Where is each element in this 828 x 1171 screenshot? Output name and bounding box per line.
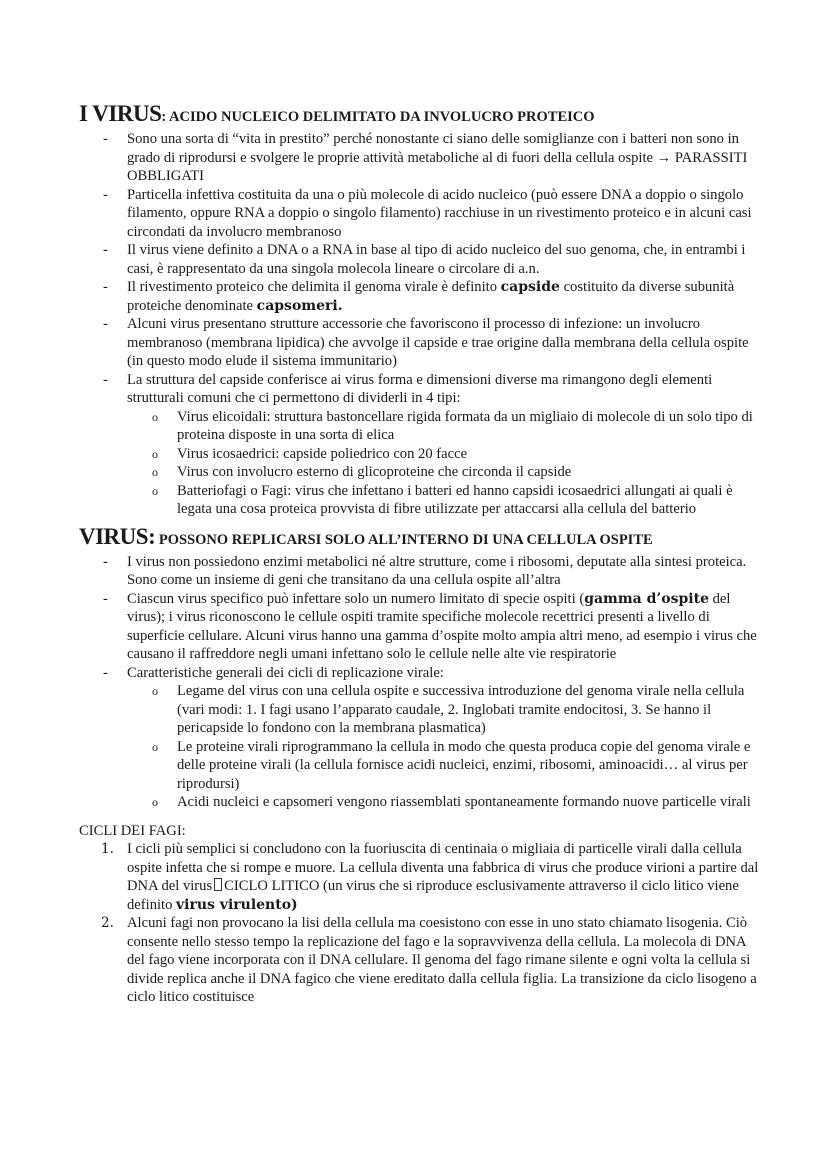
section2-list [79, 553, 759, 812]
circle-bullet-icon: o [152, 684, 158, 698]
virus-types-sublist [79, 408, 759, 519]
list-item [79, 371, 759, 519]
replication-steps-sublist [79, 682, 759, 812]
item-text: La struttura del capside conferisce ai virus forma e dimensioni diverse ma rimangono degli elementi strutturali comuni che ci permettono di dividerli in 4 tipi: [127, 371, 713, 406]
item-text: Sono una sorta di “vita in prestito” perché nonostante ci siano delle somiglianze con i batteri non sono in grado di riprodursi e svolgere le proprie attività metaboliche al di fuori della cellula ospite → PARASSITI OBBLIGATI [127, 131, 748, 184]
subitem-text: Virus icosaedrici: capside poliedrico con 20 facce [177, 445, 468, 462]
item-text: del virus); i virus riconoscono le cellule ospiti tramite specifiche molecole recettrici presenti a livello di superficie cellulare. Alcuni virus hanno una gamma d’ospite molto ampia altri meno, ad esempio i virus che causano il raffreddore negli umani infettano solo le cellule nelle alte vie respiratorie [127, 590, 757, 662]
circle-bullet-icon: o [152, 446, 158, 461]
term-capside: capside [500, 279, 560, 295]
list-number: 1. [101, 841, 114, 857]
title-main: VIRUS: [79, 523, 156, 549]
numbered-item [79, 914, 759, 1007]
subitem-text: Acidi nucleici e capsomeri vengono riassemblati spontaneamente formando nuove particelle virali [177, 794, 751, 810]
subitem-text: Le proteine virali riprogrammano la cellula in modo che questa produca copie del genoma virale e delle proteine virali (la cellula fornisce acidi nucleici, enzimi, ribosomi, aminoacidi… al virus per riprodursi) [177, 738, 751, 792]
subitem-text: Virus con involucro esterno di glicoproteine che circonda il capside [177, 464, 572, 480]
missing-glyph-icon [214, 878, 222, 891]
section1-list [79, 130, 759, 519]
list-item [79, 278, 759, 315]
dash-bullet-icon: - [103, 553, 108, 570]
circle-bullet-icon: o [152, 483, 158, 498]
sublist-item [79, 463, 759, 482]
dash-bullet-icon: - [103, 371, 108, 388]
term-virus-virulento: virus virulento) [176, 896, 298, 913]
item-text: CICLO LITICO (un virus che si riproduce esclusivamente attraverso il ciclo litico viene definito [127, 878, 739, 913]
list-item [79, 315, 759, 371]
circle-bullet-icon: o [152, 739, 158, 754]
sublist-item [79, 482, 759, 519]
sublist-item [79, 408, 759, 445]
section-title-virus-structure [79, 100, 759, 130]
circle-bullet-icon: o [152, 465, 158, 479]
dash-bullet-icon: - [103, 316, 108, 332]
sublist-item [79, 682, 759, 738]
item-text: Il rivestimento proteico che delimita il genoma virale è definito [127, 279, 501, 295]
item-text: I virus non possiedono enzimi metabolici né altre strutture, come i ribosomi, deputate alla sintesi proteica. Sono come un insieme di geni che transitano da una cellula ospite all’altra [127, 553, 747, 588]
circle-bullet-icon: o [152, 409, 158, 424]
item-text: Il virus viene definito a DNA o a RNA in base al tipo di acido nucleico del suo genoma, che, in entrambi i casi, è rappresentato da una singola molecola lineare o circolare di a.n. [127, 242, 746, 277]
dash-bullet-icon: - [103, 664, 108, 681]
item-text: Alcuni fagi non provocano la lisi della cellula ma coesistono con esse in uno stato chiamato lisogenia. Ciò consente nello stesso tempo la replicazione del fago e la sopravvivenza della cellula. La molecola di DNA del fago viene incorporata con il DNA cellulare. Il genoma del fago rimane silente e ogni volta la cellula si divide replica anche il DNA fagico che viene ereditato dalla cellula figlia. La transizione da ciclo lisogeno a ciclo litico costituisce [127, 915, 757, 1005]
title-sub: POSSONO REPLICARSI SOLO ALL’INTERNO DI UNA CELLULA OSPITE [155, 531, 653, 548]
list-number: 2. [101, 915, 114, 931]
list-item [79, 553, 759, 590]
item-text: Alcuni virus presentano strutture accessorie che favoriscono il processo di infezione: un involucro membranoso (membrana lipidica) che avvolge il capside e trae origine dalla membrana della cellula ospite (in questo modo elude il sistema immunitario) [127, 316, 749, 369]
circle-bullet-icon: o [152, 795, 158, 809]
subitem-text: Legame del virus con una cellula ospite e successiva introduzione del genoma virale nella cellula (vari modi: 1. I fagi usano l’apparato caudale, 2. Inglobati tramite endocitosi, 3. Se hanno il pericapside lo fondono con la membrana plasmatica) [177, 683, 745, 736]
subitem-text: Virus elicoidali: struttura bastoncellare rigida formata da un migliaio di molecole di un solo tipo di proteina disposte in una sorta di elica [177, 408, 753, 443]
item-text: I cicli più semplici si concludono con la fuoriuscita di centinaia o migliaia di particelle virali dalla cellula ospite infetta che si rompe e muore. La cellula diventa una fabbrica di virus che produce virioni a partire dal DNA del virus [127, 841, 759, 894]
list-item [79, 186, 759, 242]
title-main: I VIRUS [79, 101, 162, 126]
section-title-virus-replication [79, 523, 759, 553]
sublist-item [79, 445, 759, 464]
item-text: Caratteristiche generali dei cicli di replicazione virale: [127, 664, 444, 681]
list-item [79, 664, 759, 812]
dash-bullet-icon: - [103, 186, 108, 203]
sublist-item [79, 738, 759, 794]
term-capsomeri: capsomeri. [256, 297, 343, 314]
item-text: Ciascun virus specifico può infettare solo un numero limitato di specie ospiti ( [127, 590, 585, 607]
item-text: costituito da diverse subunità proteiche denominate [127, 279, 735, 314]
item-text: Particella infettiva costituita da una o più molecole di acido nucleico (può essere DNA a doppio o singolo filamento, oppure RNA a doppio o singolo filamento) racchiuse in un rivestimento proteico e in alcuni casi circondati da involucro membranoso [127, 186, 752, 240]
list-item [79, 130, 759, 186]
dash-bullet-icon: - [103, 131, 108, 147]
subitem-text: Batteriofagi o Fagi: virus che infettano i batteri ed hanno capsidi icosaedrici allungati ai quali è legata una cosa proteica provvista di fibre utilizzate per attaccarsi alla cellula del batterio [177, 482, 733, 517]
list-item [79, 590, 759, 664]
sublist-item [79, 793, 759, 812]
numbered-item [79, 840, 759, 914]
list-item [79, 241, 759, 278]
phage-cycles-list [79, 840, 759, 1007]
dash-bullet-icon: - [103, 279, 108, 295]
dash-bullet-icon: - [103, 242, 108, 258]
title-sub: : ACIDO NUCLEICO DELIMITATO DA INVOLUCRO PROTEICO [161, 109, 595, 125]
term-gamma-ospite: gamma d’ospite [584, 590, 709, 607]
dash-bullet-icon: - [103, 590, 108, 607]
section-heading-cicli-fagi: CICLI DEI FAGI: [79, 822, 186, 839]
document-page [79, 100, 759, 1007]
